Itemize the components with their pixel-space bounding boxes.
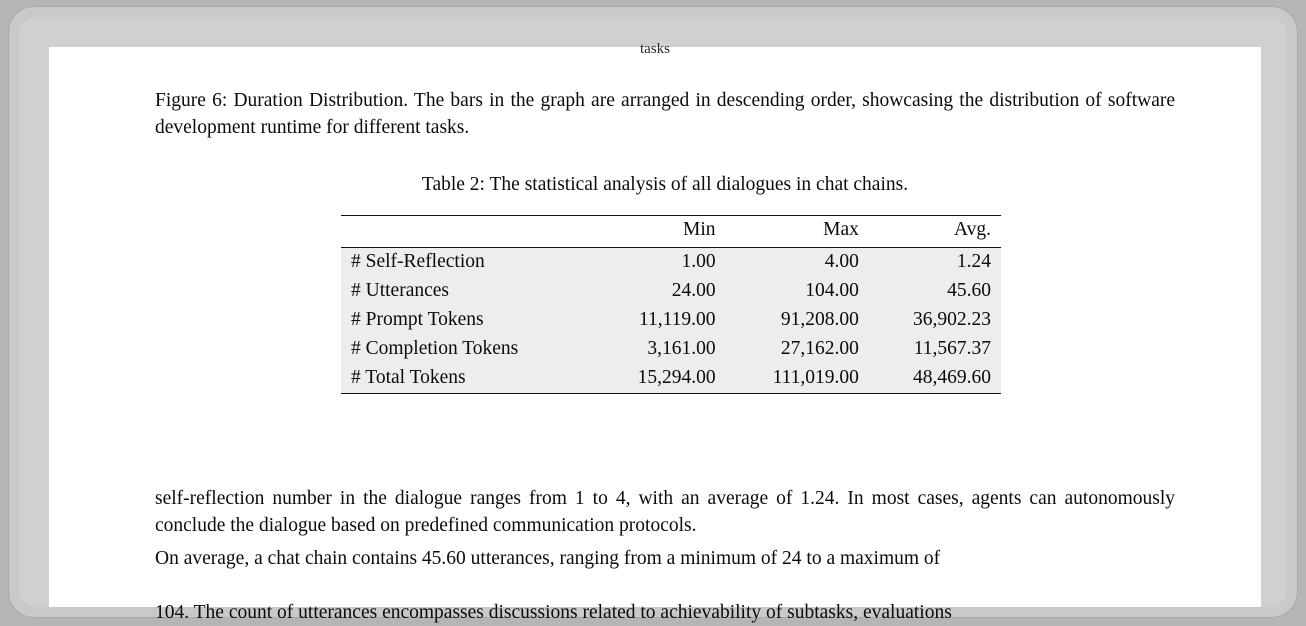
- table-cell-max: 104.00: [805, 280, 859, 301]
- statistics-table: [341, 215, 1001, 394]
- table-cell-max: 91,208.00: [780, 309, 859, 330]
- table-cell-avg: 45.60: [947, 280, 991, 301]
- table-cell-min: 24.00: [671, 280, 716, 301]
- body-paragraph-2: On average, a chat chain contains 45.60 utterances, ranging from a minimum of 24 to a maximum of: [155, 548, 941, 569]
- table-row: [341, 277, 1001, 306]
- figure-caption: Figure 6: Duration Distribution. The bars in the graph are arranged in descending order, showcasing the distribution of software development runtime for different tasks.: [155, 90, 1175, 138]
- table-row: [341, 248, 1001, 278]
- table-cell-label: # Self-Reflection: [341, 248, 593, 278]
- document-viewer-frame: [8, 6, 1298, 623]
- table-header-corner: [341, 216, 593, 248]
- table-cell-min: 11,119.00: [639, 309, 716, 330]
- table-header-max: Max: [726, 216, 869, 248]
- table-cell-label: # Total Tokens: [341, 364, 593, 394]
- table-row: [341, 306, 1001, 335]
- pdf-page[interactable]: [49, 41, 1261, 623]
- document-viewer-canvas[interactable]: [19, 17, 1287, 623]
- body-paragraph-1: self-reflection number in the dialogue ranges from 1 to 4, with an average of 1.24. In most cases, agents can autonomously conclude the dialogue based on predefined communication protocols.: [155, 488, 1175, 536]
- clipped-top-text: tasks: [640, 41, 670, 57]
- table-cell-label: # Utterances: [351, 280, 449, 301]
- table-row: [341, 364, 1001, 394]
- table-cell-max: 4.00: [726, 248, 869, 278]
- table-cell-label: # Completion Tokens: [351, 338, 519, 359]
- table-cell-min: 3,161.00: [647, 338, 716, 359]
- table-header-min: Min: [593, 216, 725, 248]
- table-cell-max: 27,162.00: [780, 338, 859, 359]
- table-cell-avg: 11,567.37: [913, 338, 991, 359]
- table-cell-avg: 36,902.23: [913, 309, 991, 330]
- table-header-avg: Avg.: [869, 216, 1001, 248]
- table-caption: Table 2: The statistical analysis of all dialogues in chat chains.: [421, 174, 909, 195]
- table-cell-avg: 1.24: [869, 248, 1001, 278]
- table-cell-min: 15,294.00: [593, 364, 725, 394]
- table-cell-avg: 48,469.60: [869, 364, 1001, 394]
- clipped-bottom-text: 104. The count of utterances encompasses discussions related to achievability of subtasks, evaluations: [155, 602, 952, 623]
- table-cell-max: 111,019.00: [726, 364, 869, 394]
- table-cell-label: # Prompt Tokens: [351, 309, 484, 330]
- table-row: [341, 335, 1001, 364]
- table-cell-min: 1.00: [593, 248, 725, 278]
